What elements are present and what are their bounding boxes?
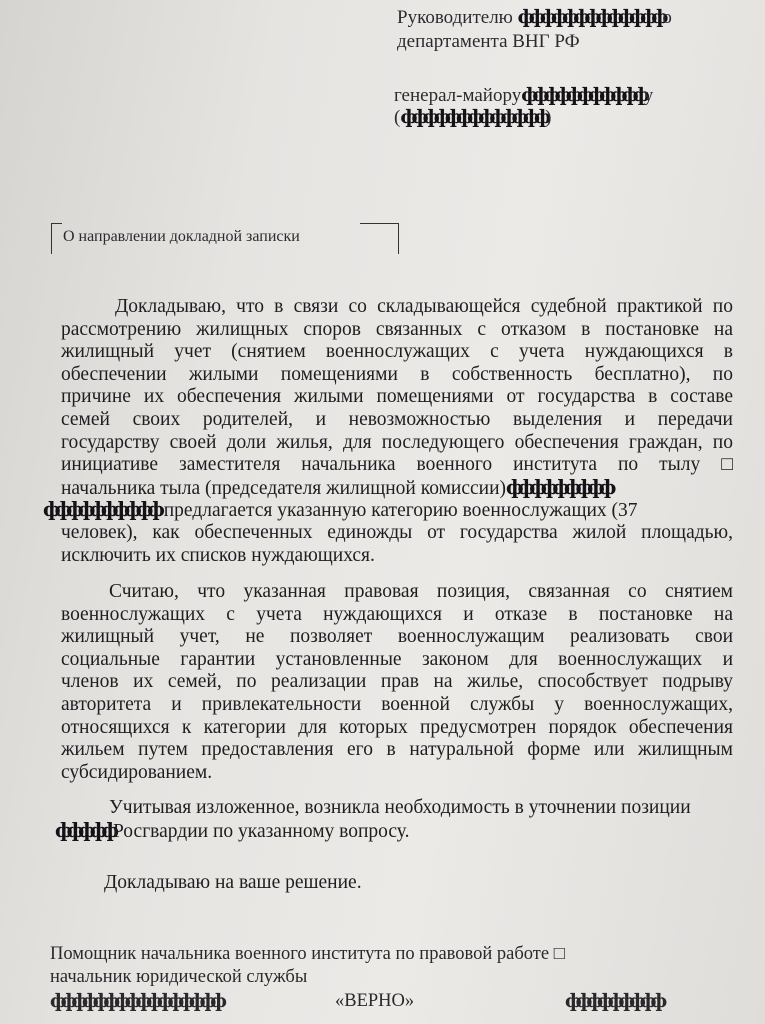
addressee-rank: генерал-майору xyxy=(394,85,522,106)
text-line: Учитывая изложенное, возникла необходимость в уточнении позиции xyxy=(109,797,691,818)
text-line: государству своей доли жилья, для последующего обеспечения граждан, по xyxy=(61,431,733,453)
subject-line: О направлении докладной записки xyxy=(63,228,300,245)
text-line: семей своих родителей, и невозможностью выделения и передачи xyxy=(61,408,733,430)
redacted-text: ффффффффффффф xyxy=(400,106,546,128)
paragraph-2 xyxy=(61,581,733,784)
line-text: Росгвардии по указанному вопросу. xyxy=(112,820,410,842)
text-line: жильем путем предоставления его в натуральной форме или жилищным xyxy=(61,739,733,761)
text-line: рассмотрению жилищных споров связанных с отказом в постановке на xyxy=(61,318,733,340)
text-line: членов их семей, по реализации прав на жилье, способствует подрыву xyxy=(61,671,733,693)
text-line xyxy=(61,477,733,500)
signature-right-redacted: ффффффффф xyxy=(565,991,662,1012)
text-line xyxy=(43,499,733,522)
subject-bracket-left xyxy=(51,223,62,254)
text-line: Докладываю, что в связи со складывающейся судебной практикой по xyxy=(115,296,733,317)
redacted-text: ффффффффф xyxy=(506,475,611,499)
text-line: военнослужащих с учета нуждающихся и отказе в постановке на xyxy=(61,603,733,625)
text-line: жилищный учет (снятием военнослужащих с учета нуждающихся в xyxy=(61,341,733,363)
signature-position-line-1: Помощник начальника военного института по правовой работе □ xyxy=(50,944,565,964)
paragraph-3 xyxy=(55,797,733,842)
text-line: исключить их списков нуждающихся. xyxy=(61,544,375,566)
signature-position-line-2: начальник юридической службы xyxy=(50,967,308,987)
text-line xyxy=(55,820,733,843)
addressee-line-1 xyxy=(397,6,672,29)
line-text: начальника тыла (председателя жилищной комиссии) xyxy=(61,477,507,499)
paren-open: ( xyxy=(394,107,401,128)
addressee-line-4 xyxy=(394,106,551,129)
redacted-text: ффффффффффф xyxy=(521,84,644,106)
text-line: авторитета и привлекательности военной службы у военнослужащих, xyxy=(61,693,733,715)
addressee-title: Руководителю xyxy=(397,7,513,28)
redacted-text: фффффффффф xyxy=(43,498,159,522)
text-line: жилищный учет, не позволяет военнослужащим реализовать свои xyxy=(61,626,733,648)
subject-bracket-right xyxy=(360,223,399,254)
paragraph-1 xyxy=(43,296,733,567)
signature-name-redacted: фффффффффффффффф xyxy=(50,991,221,1012)
text-line: человек), как обеспеченных единожды от государства жилой площадью, xyxy=(61,521,733,543)
text-line: обеспечении жилыми помещениями в собственность бесплатно), по xyxy=(61,363,733,385)
closing-line: Докладываю на ваше решение. xyxy=(104,872,362,893)
verno-stamp-text: «ВЕРНО» xyxy=(335,991,415,1011)
addressee-line-3 xyxy=(394,84,653,107)
text-line: социальные гарантии установленные законом для военнослужащих и xyxy=(61,648,733,670)
text-line: инициативе заместителя начальника военного института по тылу □ xyxy=(61,454,733,476)
text-line: причине их обеспечения жилыми помещениями от государства в составе xyxy=(61,386,733,408)
redacted-text: ффффф xyxy=(55,818,113,842)
text-line: Считаю, что указанная правовая позиция, связанная со снятием xyxy=(109,581,733,602)
redacted-text: ффффффффффффф xyxy=(517,6,663,28)
addressee-tail: о xyxy=(662,7,672,28)
addressee-tail: у xyxy=(643,85,654,106)
paren-close: ) xyxy=(545,107,552,128)
text-line: относящихся к категории для которых предусмотрен порядок обеспечения xyxy=(61,716,733,738)
line-text: предлагается указанную категорию военнослужащих (37 xyxy=(163,500,638,522)
addressee-line-2: департамента ВНГ РФ xyxy=(397,31,580,52)
text-line: субсидированием. xyxy=(61,761,213,783)
